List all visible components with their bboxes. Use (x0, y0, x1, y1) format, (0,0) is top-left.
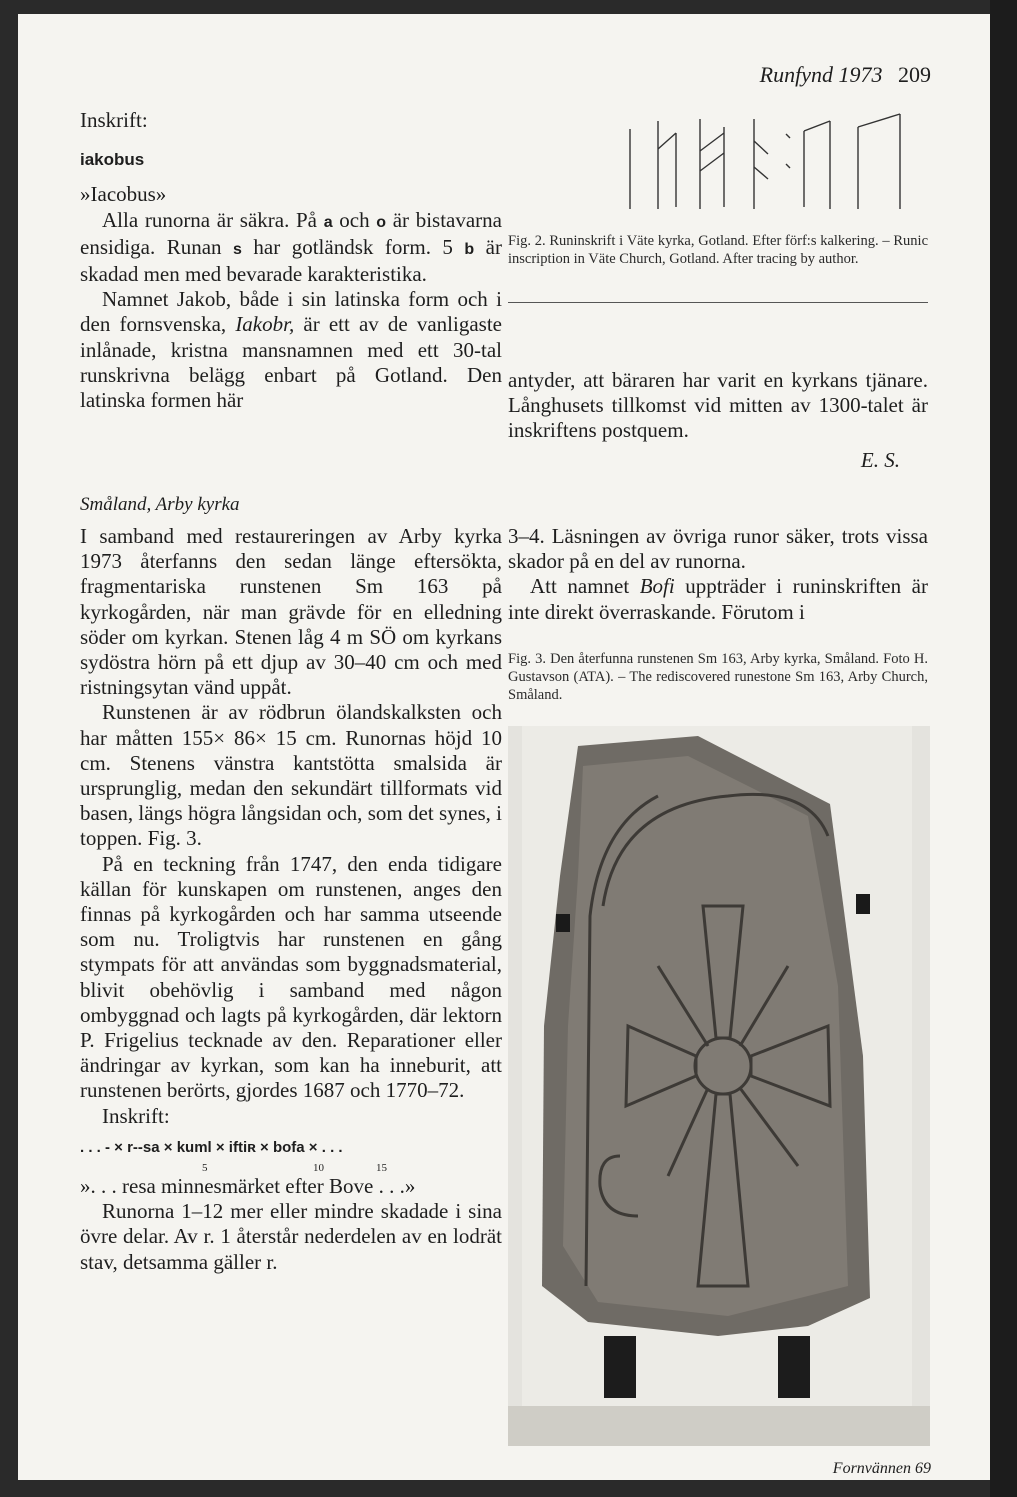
paragraph-history: På en teckning från 1747, den enda tidigare källan för kunskapen om runstenen, anges den finnas på kyrkogården och har samma utseende som nu. Troligtvis har runstenen en gång stympats för att användas som byggnadsmaterial, blivit obehövlig i samband med någon ombyggnad och lagts på kyrkogården, där lektorn P. Frigelius tecknade av den. Reparationer eller ändringar av kyrkan, som kan ha inneburit, att runstenen berörts, gjordes 1687 och 1770–72. (80, 851, 502, 1103)
runestone-photo (508, 726, 930, 1446)
fig3-caption: Fig. 3. Den återfunna runstenen Sm 163, Arby kyrka, Småland. Foto H. Gustavson (ATA). – The rediscovered runestone Sm 163, Arby Church, Småland. (508, 651, 928, 703)
rune-transliteration: iakobus (80, 150, 145, 170)
inskrift-label-2: Inskrift: (102, 1103, 170, 1128)
translation: »Iacobus» (80, 182, 167, 207)
page (18, 14, 990, 1480)
rune-transliteration-2: . . . - × r--sa × kuml × iftiʀ × bofa × . . . (80, 1138, 343, 1156)
rune-numbering: 5 10 15 (202, 1162, 387, 1175)
paragraph-discovery: I samband med restaureringen av Arby kyrka 1973 återfanns den sedan länge eftersökta, fragmentariska runstenen Sm 163 på kyrkogården, när man grävde för en elledning söder om kyrkan. Stenen låg 4 m SÖ om kyrkans sydöstra hörn på ett djup av 30–40 cm och med ristningsytan vänd uppåt. (80, 524, 502, 700)
journal-footer: Fornvännen 69 (832, 1460, 931, 1477)
bottom-left-column (80, 524, 502, 1275)
top-right-column (508, 368, 928, 473)
bottom-right-column (508, 524, 928, 625)
translation-2: ». . . resa minnesmärket efter Bove . . .» (80, 1174, 416, 1199)
paragraph-reading: 3–4. Läsningen av övriga runor säker, trots vissa skador på en del av runorna. (508, 524, 928, 574)
running-header (731, 62, 931, 88)
running-title: Runfynd 1973 (759, 62, 883, 87)
top-left-column (80, 108, 502, 413)
paragraph-dimensions: Runstenen är av rödbrun ölandskalksten och har måtten 155× 86× 15 cm. Runornas höjd 10 cm. Stenens vänstra kantstötta smalsida är ursprunglig, medan den sekundärt tillformats vid basen, längs högra långsidan och, som det synes, i toppen. Fig. 3. (80, 700, 502, 851)
rune-tracing-figure (608, 109, 928, 214)
divider (508, 302, 928, 303)
section-title: Småland, Arby kyrka (80, 494, 240, 515)
paragraph-rune-notes: Alla runorna är säkra. På a och o är bistavarna ensidiga. Runan s har gotländsk form. 5 b är skadad men med bevarade karakteristika. (80, 207, 502, 287)
paragraph-conclusion: antyder, att bäraren har varit en kyrkans tjänare. Långhusets tillkomst vid mitten av 1300-talet är inskriftens postquem. (508, 368, 928, 443)
page-number: 209 (898, 62, 931, 87)
fig2-caption: Fig. 2. Runinskrift i Väte kyrka, Gotland. Efter förf:s kalkering. – Runic inscription in Väte Church, Gotland. After tracing by author. (508, 233, 928, 267)
paragraph-damage: Runorna 1–12 mer eller mindre skadade i sina övre delar. Av r. 1 återstår nederdelen av en lodrät stav, detsamma gäller r. (80, 1199, 502, 1274)
inskrift-label: Inskrift: (80, 108, 148, 132)
page-edge (990, 0, 1017, 1497)
author-signature: E. S. (860, 447, 900, 472)
paragraph-name-bofi: Att namnet Bofi uppträder i runinskriften är inte direkt överraskande. Förutom i (508, 574, 928, 624)
paragraph-jakob: Namnet Jakob, både i sin latinska form och i den fornsvenska, Iakobr, är ett av de vanligaste inlånade, kristna mansnamnen med ett 30-tal runskrivna belägg enbart på Gotland. Den latinska formen här (80, 287, 502, 413)
